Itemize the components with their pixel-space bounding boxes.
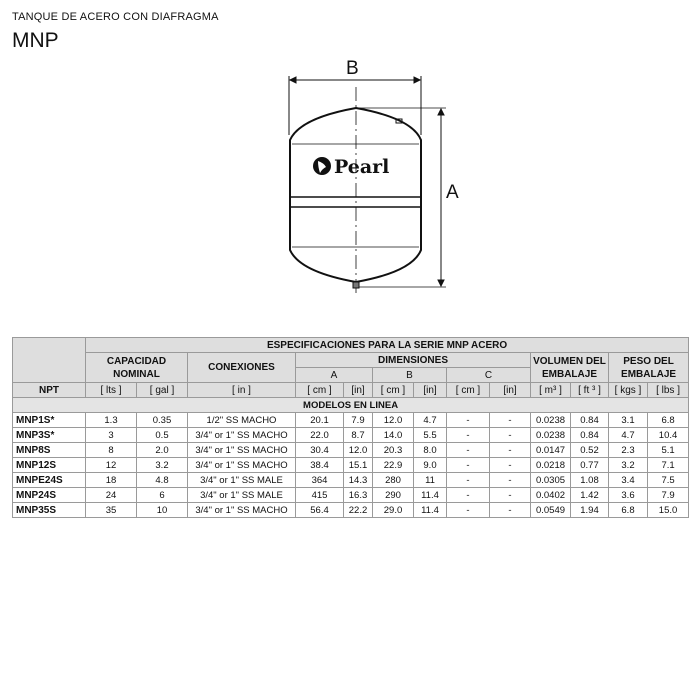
table-cell: 3.2 bbox=[137, 458, 188, 473]
table-cell: 3.4 bbox=[609, 473, 648, 488]
table-row bbox=[13, 503, 689, 518]
table-cell: 11 bbox=[414, 473, 447, 488]
table-cell: 20.3 bbox=[373, 443, 414, 458]
table-row bbox=[13, 473, 689, 488]
table-cell: 1/2" SS MACHO bbox=[188, 413, 296, 428]
dimension-a-label: A bbox=[446, 182, 459, 203]
table-cell: 38.4 bbox=[296, 458, 344, 473]
dim-c-header: C bbox=[447, 368, 531, 383]
table-cell: 22.0 bbox=[296, 428, 344, 443]
model-name-cell: MNP24S bbox=[13, 488, 86, 503]
unit-header: [ cm ] bbox=[296, 383, 344, 398]
model-name-cell: MNP12S bbox=[13, 458, 86, 473]
table-cell: 364 bbox=[296, 473, 344, 488]
table-cell: - bbox=[490, 458, 531, 473]
table-cell: 8 bbox=[86, 443, 137, 458]
unit-header: [in] bbox=[344, 383, 373, 398]
model-name-cell: MNP3S* bbox=[13, 428, 86, 443]
model-name-cell: MNPE24S bbox=[13, 473, 86, 488]
table-cell: 280 bbox=[373, 473, 414, 488]
table-cell: 1.94 bbox=[571, 503, 609, 518]
table-cell: 6.8 bbox=[609, 503, 648, 518]
table-cell: - bbox=[447, 503, 490, 518]
table-cell: 0.0218 bbox=[531, 458, 571, 473]
table-cell: 14.3 bbox=[344, 473, 373, 488]
table-cell: 2.3 bbox=[609, 443, 648, 458]
table-cell: 3.2 bbox=[609, 458, 648, 473]
table-cell: 11.4 bbox=[414, 488, 447, 503]
table-cell: 3/4" or 1" SS MALE bbox=[188, 488, 296, 503]
table-cell: 20.1 bbox=[296, 413, 344, 428]
dim-b-header: B bbox=[373, 368, 447, 383]
table-cell: 8.7 bbox=[344, 428, 373, 443]
table-cell: 22.2 bbox=[344, 503, 373, 518]
table-cell: 12.0 bbox=[373, 413, 414, 428]
table-cell: - bbox=[490, 503, 531, 518]
table-cell: 0.84 bbox=[571, 428, 609, 443]
table-cell: 14.0 bbox=[373, 428, 414, 443]
table-cell: 3/4" or 1" SS MACHO bbox=[188, 443, 296, 458]
tank-diagram bbox=[0, 0, 700, 320]
table-cell: 0.84 bbox=[571, 413, 609, 428]
page-title: MNP bbox=[12, 29, 59, 52]
table-cell: 3/4" or 1" SS MACHO bbox=[188, 458, 296, 473]
unit-header: [ cm ] bbox=[447, 383, 490, 398]
table-cell: 3/4" or 1" SS MACHO bbox=[188, 503, 296, 518]
table-cell: 8.0 bbox=[414, 443, 447, 458]
specifications-table bbox=[12, 337, 689, 518]
table-cell: 5.5 bbox=[414, 428, 447, 443]
table-cell: 56.4 bbox=[296, 503, 344, 518]
table-cell: 12.0 bbox=[344, 443, 373, 458]
units-row bbox=[13, 383, 689, 398]
table-row bbox=[13, 458, 689, 473]
section-header: MODELOS EN LINEA bbox=[13, 398, 689, 413]
volumen-header: VOLUMEN DEL EMBALAJE bbox=[531, 353, 609, 383]
model-name-cell: MNP8S bbox=[13, 443, 86, 458]
table-cell: 0.77 bbox=[571, 458, 609, 473]
table-cell: - bbox=[447, 443, 490, 458]
table-title: ESPECIFICACIONES PARA LA SERIE MNP ACERO bbox=[86, 338, 689, 353]
table-cell: 15.0 bbox=[648, 503, 689, 518]
table-cell: 290 bbox=[373, 488, 414, 503]
table-cell: 0.0238 bbox=[531, 413, 571, 428]
unit-header: [ gal ] bbox=[137, 383, 188, 398]
table-cell: 15.1 bbox=[344, 458, 373, 473]
table-cell: 7.9 bbox=[344, 413, 373, 428]
table-cell: 22.9 bbox=[373, 458, 414, 473]
page-subtitle: TANQUE DE ACERO CON DIAFRAGMA bbox=[12, 11, 219, 23]
table-cell: 1.42 bbox=[571, 488, 609, 503]
table-cell: 3/4" or 1" SS MALE bbox=[188, 473, 296, 488]
table-cell: 29.0 bbox=[373, 503, 414, 518]
unit-header: [ lts ] bbox=[86, 383, 137, 398]
table-cell: 0.0549 bbox=[531, 503, 571, 518]
table-cell: 3 bbox=[86, 428, 137, 443]
table-cell: - bbox=[447, 473, 490, 488]
table-cell: - bbox=[490, 428, 531, 443]
table-cell: 24 bbox=[86, 488, 137, 503]
table-cell: 35 bbox=[86, 503, 137, 518]
corner-cell bbox=[13, 338, 86, 383]
unit-header: NPT bbox=[13, 383, 86, 398]
table-cell: 3.6 bbox=[609, 488, 648, 503]
table-cell: - bbox=[447, 413, 490, 428]
unit-header: [ in ] bbox=[188, 383, 296, 398]
table-row bbox=[13, 443, 689, 458]
table-cell: 0.0402 bbox=[531, 488, 571, 503]
table-cell: 0.0147 bbox=[531, 443, 571, 458]
table-cell: 4.7 bbox=[609, 428, 648, 443]
table-cell: 7.1 bbox=[648, 458, 689, 473]
unit-header: [ kgs ] bbox=[609, 383, 648, 398]
table-cell: - bbox=[490, 473, 531, 488]
table-cell: 10.4 bbox=[648, 428, 689, 443]
table-cell: 4.8 bbox=[137, 473, 188, 488]
table-cell: 7.9 bbox=[648, 488, 689, 503]
table-cell: 30.4 bbox=[296, 443, 344, 458]
table-cell: 3.1 bbox=[609, 413, 648, 428]
table-cell: 9.0 bbox=[414, 458, 447, 473]
table-cell: 0.0238 bbox=[531, 428, 571, 443]
table-cell: 16.3 bbox=[344, 488, 373, 503]
table-cell: 5.1 bbox=[648, 443, 689, 458]
table-cell: - bbox=[490, 488, 531, 503]
table-cell: 1.3 bbox=[86, 413, 137, 428]
table-cell: - bbox=[490, 413, 531, 428]
table-cell: 0.52 bbox=[571, 443, 609, 458]
table-cell: 0.35 bbox=[137, 413, 188, 428]
table-cell: 1.08 bbox=[571, 473, 609, 488]
table-cell: 10 bbox=[137, 503, 188, 518]
unit-header: [ m³ ] bbox=[531, 383, 571, 398]
table-cell: 0.5 bbox=[137, 428, 188, 443]
table-cell: 3/4" or 1" SS MACHO bbox=[188, 428, 296, 443]
dimensiones-header: DIMENSIONES bbox=[296, 353, 531, 368]
table-cell: 4.7 bbox=[414, 413, 447, 428]
brand-logo-text: Pearl bbox=[334, 156, 390, 178]
table-row bbox=[13, 413, 689, 428]
dimension-b-label: B bbox=[346, 58, 359, 79]
unit-header: [in] bbox=[414, 383, 447, 398]
unit-header: [ ft ³ ] bbox=[571, 383, 609, 398]
model-name-cell: MNP1S* bbox=[13, 413, 86, 428]
unit-header: [ cm ] bbox=[373, 383, 414, 398]
peso-header: PESO DEL EMBALAJE bbox=[609, 353, 689, 383]
table-cell: - bbox=[447, 458, 490, 473]
table-cell: 7.5 bbox=[648, 473, 689, 488]
table-cell: 11.4 bbox=[414, 503, 447, 518]
table-cell: 0.0305 bbox=[531, 473, 571, 488]
table-cell: - bbox=[490, 443, 531, 458]
table-row bbox=[13, 428, 689, 443]
table-row bbox=[13, 488, 689, 503]
unit-header: [ lbs ] bbox=[648, 383, 689, 398]
unit-header: [in] bbox=[490, 383, 531, 398]
table-cell: 18 bbox=[86, 473, 137, 488]
capacidad-header: CAPACIDAD NOMINAL bbox=[86, 353, 188, 383]
table-cell: 2.0 bbox=[137, 443, 188, 458]
table-cell: 6.8 bbox=[648, 413, 689, 428]
table-cell: 6 bbox=[137, 488, 188, 503]
table-cell: - bbox=[447, 428, 490, 443]
table-cell: 12 bbox=[86, 458, 137, 473]
conexiones-header: CONEXIONES bbox=[188, 353, 296, 383]
dim-a-header: A bbox=[296, 368, 373, 383]
model-name-cell: MNP35S bbox=[13, 503, 86, 518]
table-cell: 415 bbox=[296, 488, 344, 503]
table-cell: - bbox=[447, 488, 490, 503]
